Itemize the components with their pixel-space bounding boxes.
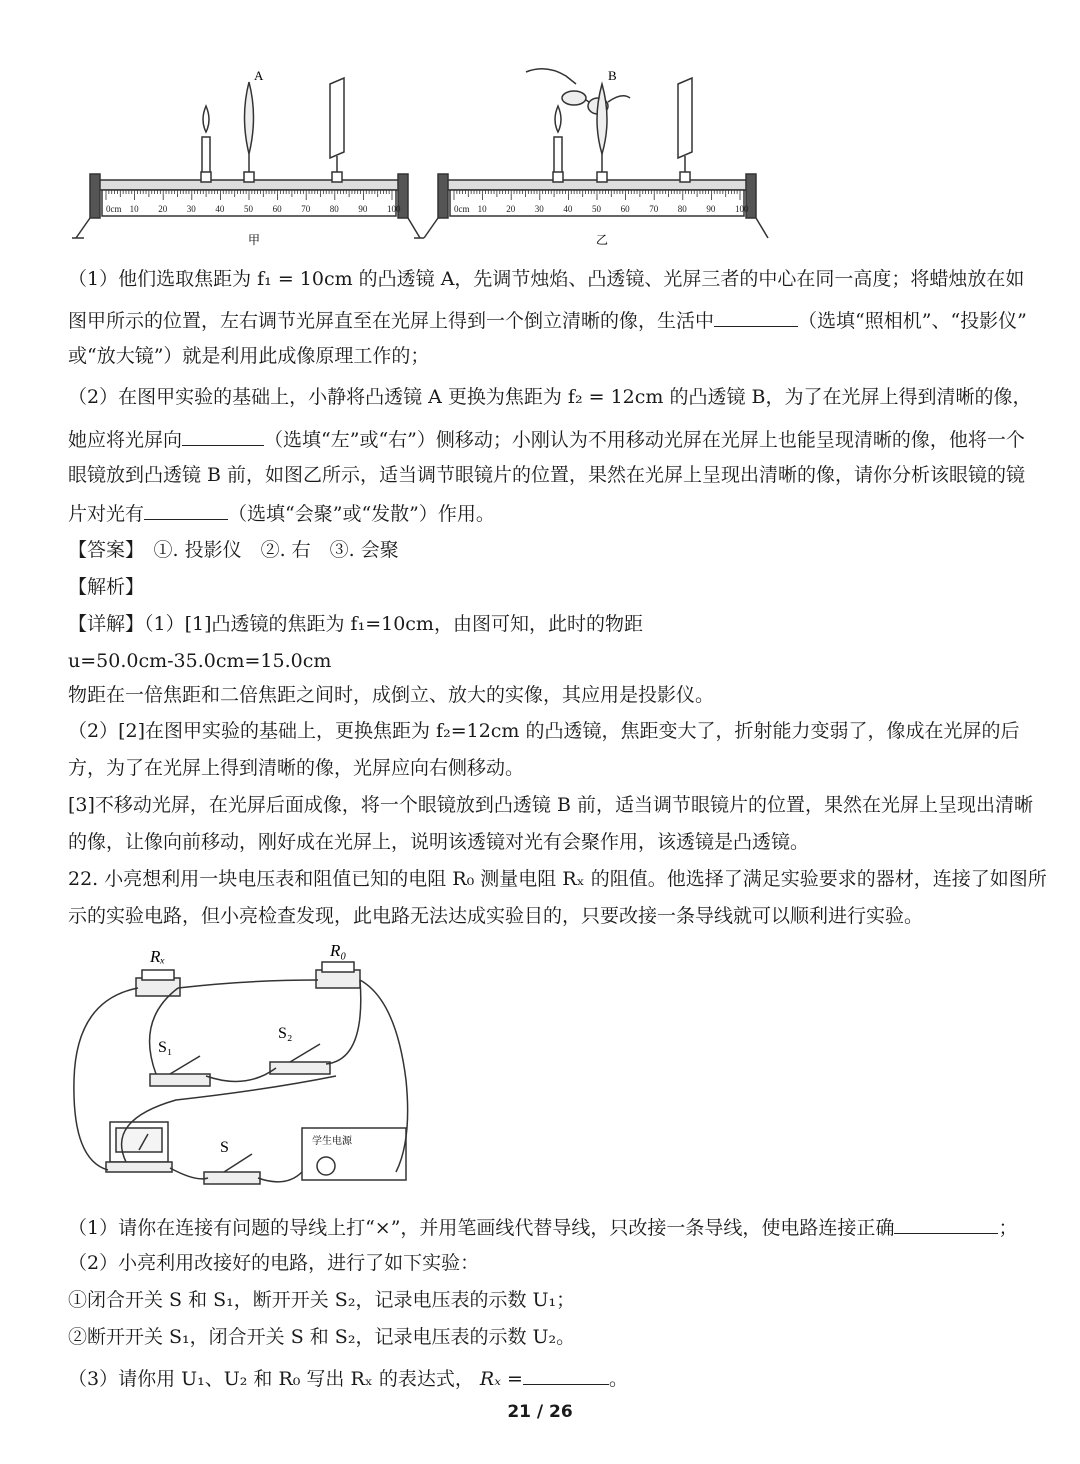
lens-b-label: B [608,68,617,83]
detail-line3: 物距在一倍焦距和二倍焦距之间时，成倒立、放大的实像，其应用是投影仪。 [68,684,715,706]
detail-line4: （2）[2]在图甲实验的基础上，更换焦距为 f₂=12cm 的凸透镜，焦距变大了，折射能力变弱了，像成在光屏的后 [68,720,1020,742]
figure-jia-label: 甲 [248,233,261,247]
ruler-tick-label: 30 [534,204,544,214]
ruler-tick-label: 50 [244,204,253,214]
q22-part1: （1）请你在连接有问题的导线上打“×”，并用笔画线代替导线，只改接一条导线，使电路连接正确 ； [68,1213,1017,1241]
answer-line: 【答案】 ①. 投影仪 ②. 右 ③. 会聚 [68,539,399,561]
switch-s [204,1172,260,1184]
ruler-tick-label: 20 [506,204,516,214]
switch-s2 [270,1062,330,1074]
q21-p2-line1: （2）在图甲实验的基础上，小静将凸透镜 A 更换为焦距为 f₂ = 12cm 的凸透镜 B，为了在光屏上得到清晰的像， [68,386,1032,408]
ruler-tick-label: 80 [329,204,339,214]
q22-stem-line1: 22. 小亮想利用一块电压表和阻值已知的电阻 R₀ 测量电阻 Rₓ 的阻值。他选择了满足实验要求的器材，连接了如图所 [68,868,1047,890]
q21-p1-line2: 图甲所示的位置，左右调节光屏直至在光屏上得到一个倒立清晰的像，生活中 （选填“照相机”、“投影仪” [68,306,1027,334]
ruler-tick-label: 10 [477,204,487,214]
ruler-tick-label: 100 [735,204,749,214]
q22-step2: ②断开开关 S₁，闭合开关 S 和 S₂，记录电压表的示数 U₂。 [68,1326,576,1348]
answer-blank-3[interactable] [144,499,228,520]
ruler-tick-label: 30 [186,204,196,214]
detail-line6: [3]不移动光屏，在光屏后面成像，将一个眼镜放到凸透镜 B 前，适当调节眼镜片的位置，果然在光屏上呈现出清晰 [68,794,1033,816]
ruler-tick-label: 60 [272,204,282,214]
s-label: S [220,1139,229,1156]
answer-blank-4[interactable] [894,1213,998,1234]
q21-p2-line2: 她应将光屏向 （选填“左”或“右”）侧移动；小刚认为不用移动光屏在光屏上也能呈现清晰的像，他将一个 [68,425,1025,453]
ruler-tick-label: 100 [387,204,401,214]
ruler-tick-label: 70 [301,204,311,214]
ruler-tick-label: 20 [158,204,168,214]
rx-label: Rₓ [150,947,166,966]
power-supply-label: 学生电源 [312,1136,352,1147]
ruler-tick-label: 10 [129,204,139,214]
detail-line5: 方，为了在光屏上得到清晰的像，光屏应向右侧移动。 [68,757,525,779]
switch-s1 [150,1074,210,1086]
q21-p1-line3: 或“放大镜”）就是利用此成像原理工作的； [68,345,430,367]
q22-part2: （2）小亮利用改接好的电路，进行了如下实验： [68,1252,480,1274]
q22-part3: （3）请你用 U₁、U₂ 和 R₀ 写出 Rₓ 的表达式， Rₓ = 。 [68,1364,628,1392]
ruler-tick-label: 80 [677,204,687,214]
answer-blank-5[interactable] [523,1364,609,1385]
q21-p2-line4: 片对光有 （选填“会聚”或“发散”）作用。 [68,499,495,527]
s2-label: S₂ [278,1025,293,1042]
answer-blank-1[interactable] [714,306,798,327]
q21-p1-line1: （1）他们选取焦距为 f₁ = 10cm 的凸透镜 A，先调节烛焰、凸透镜、光屏三者的中心在同一高度；将蜡烛放在如 [68,268,1025,290]
lens-a-label: A [254,68,264,83]
ruler-tick-label: 40 [215,204,225,214]
detail-line7: 的像，让像向前移动，刚好成在光屏上，说明该透镜对光有会聚作用，该透镜是凸透镜。 [68,831,810,853]
r0-label: R₀ [330,941,347,960]
optical-bench-jia [72,78,424,238]
analysis-heading: 【解析】 [68,576,145,598]
q22-stem-line2: 示的实验电路，但小亮检查发现，此电路无法达成实验目的，只要改接一条导线就可以顺利进行实验。 [68,905,924,927]
detail-line1: 【详解】（1）[1]凸透镜的焦距为 f₁=10cm，由图可知，此时的物距 [68,613,643,635]
ruler-tick-label: 50 [592,204,601,214]
ruler-tick-label: 70 [649,204,659,214]
s1-label: S₁ [158,1039,173,1056]
ruler-tick-label: 0cm [106,204,122,214]
page-number: 21 / 26 [507,1402,573,1422]
detail-line2: u=50.0cm-35.0cm=15.0cm [68,650,332,672]
ruler-tick-label: 90 [706,204,716,214]
answer-blank-2[interactable] [182,425,264,446]
ruler-tick-label: 90 [358,204,368,214]
circuit-figure [66,940,426,1192]
figure-yi-label: 乙 [596,233,609,247]
q22-step1: ①闭合开关 S 和 S₁，断开开关 S₂，记录电压表的示数 U₁； [68,1289,576,1311]
ruler-tick-label: 60 [620,204,630,214]
ruler-tick-label: 40 [563,204,573,214]
q21-p2-line3: 眼镜放到凸透镜 B 前，如图乙所示，适当调节眼镜片的位置，果然在光屏上呈现出清晰的像，请你分析该眼镜的镜 [68,464,1026,486]
optics-figure [68,62,788,252]
ruler-tick-label: 0cm [454,204,470,214]
